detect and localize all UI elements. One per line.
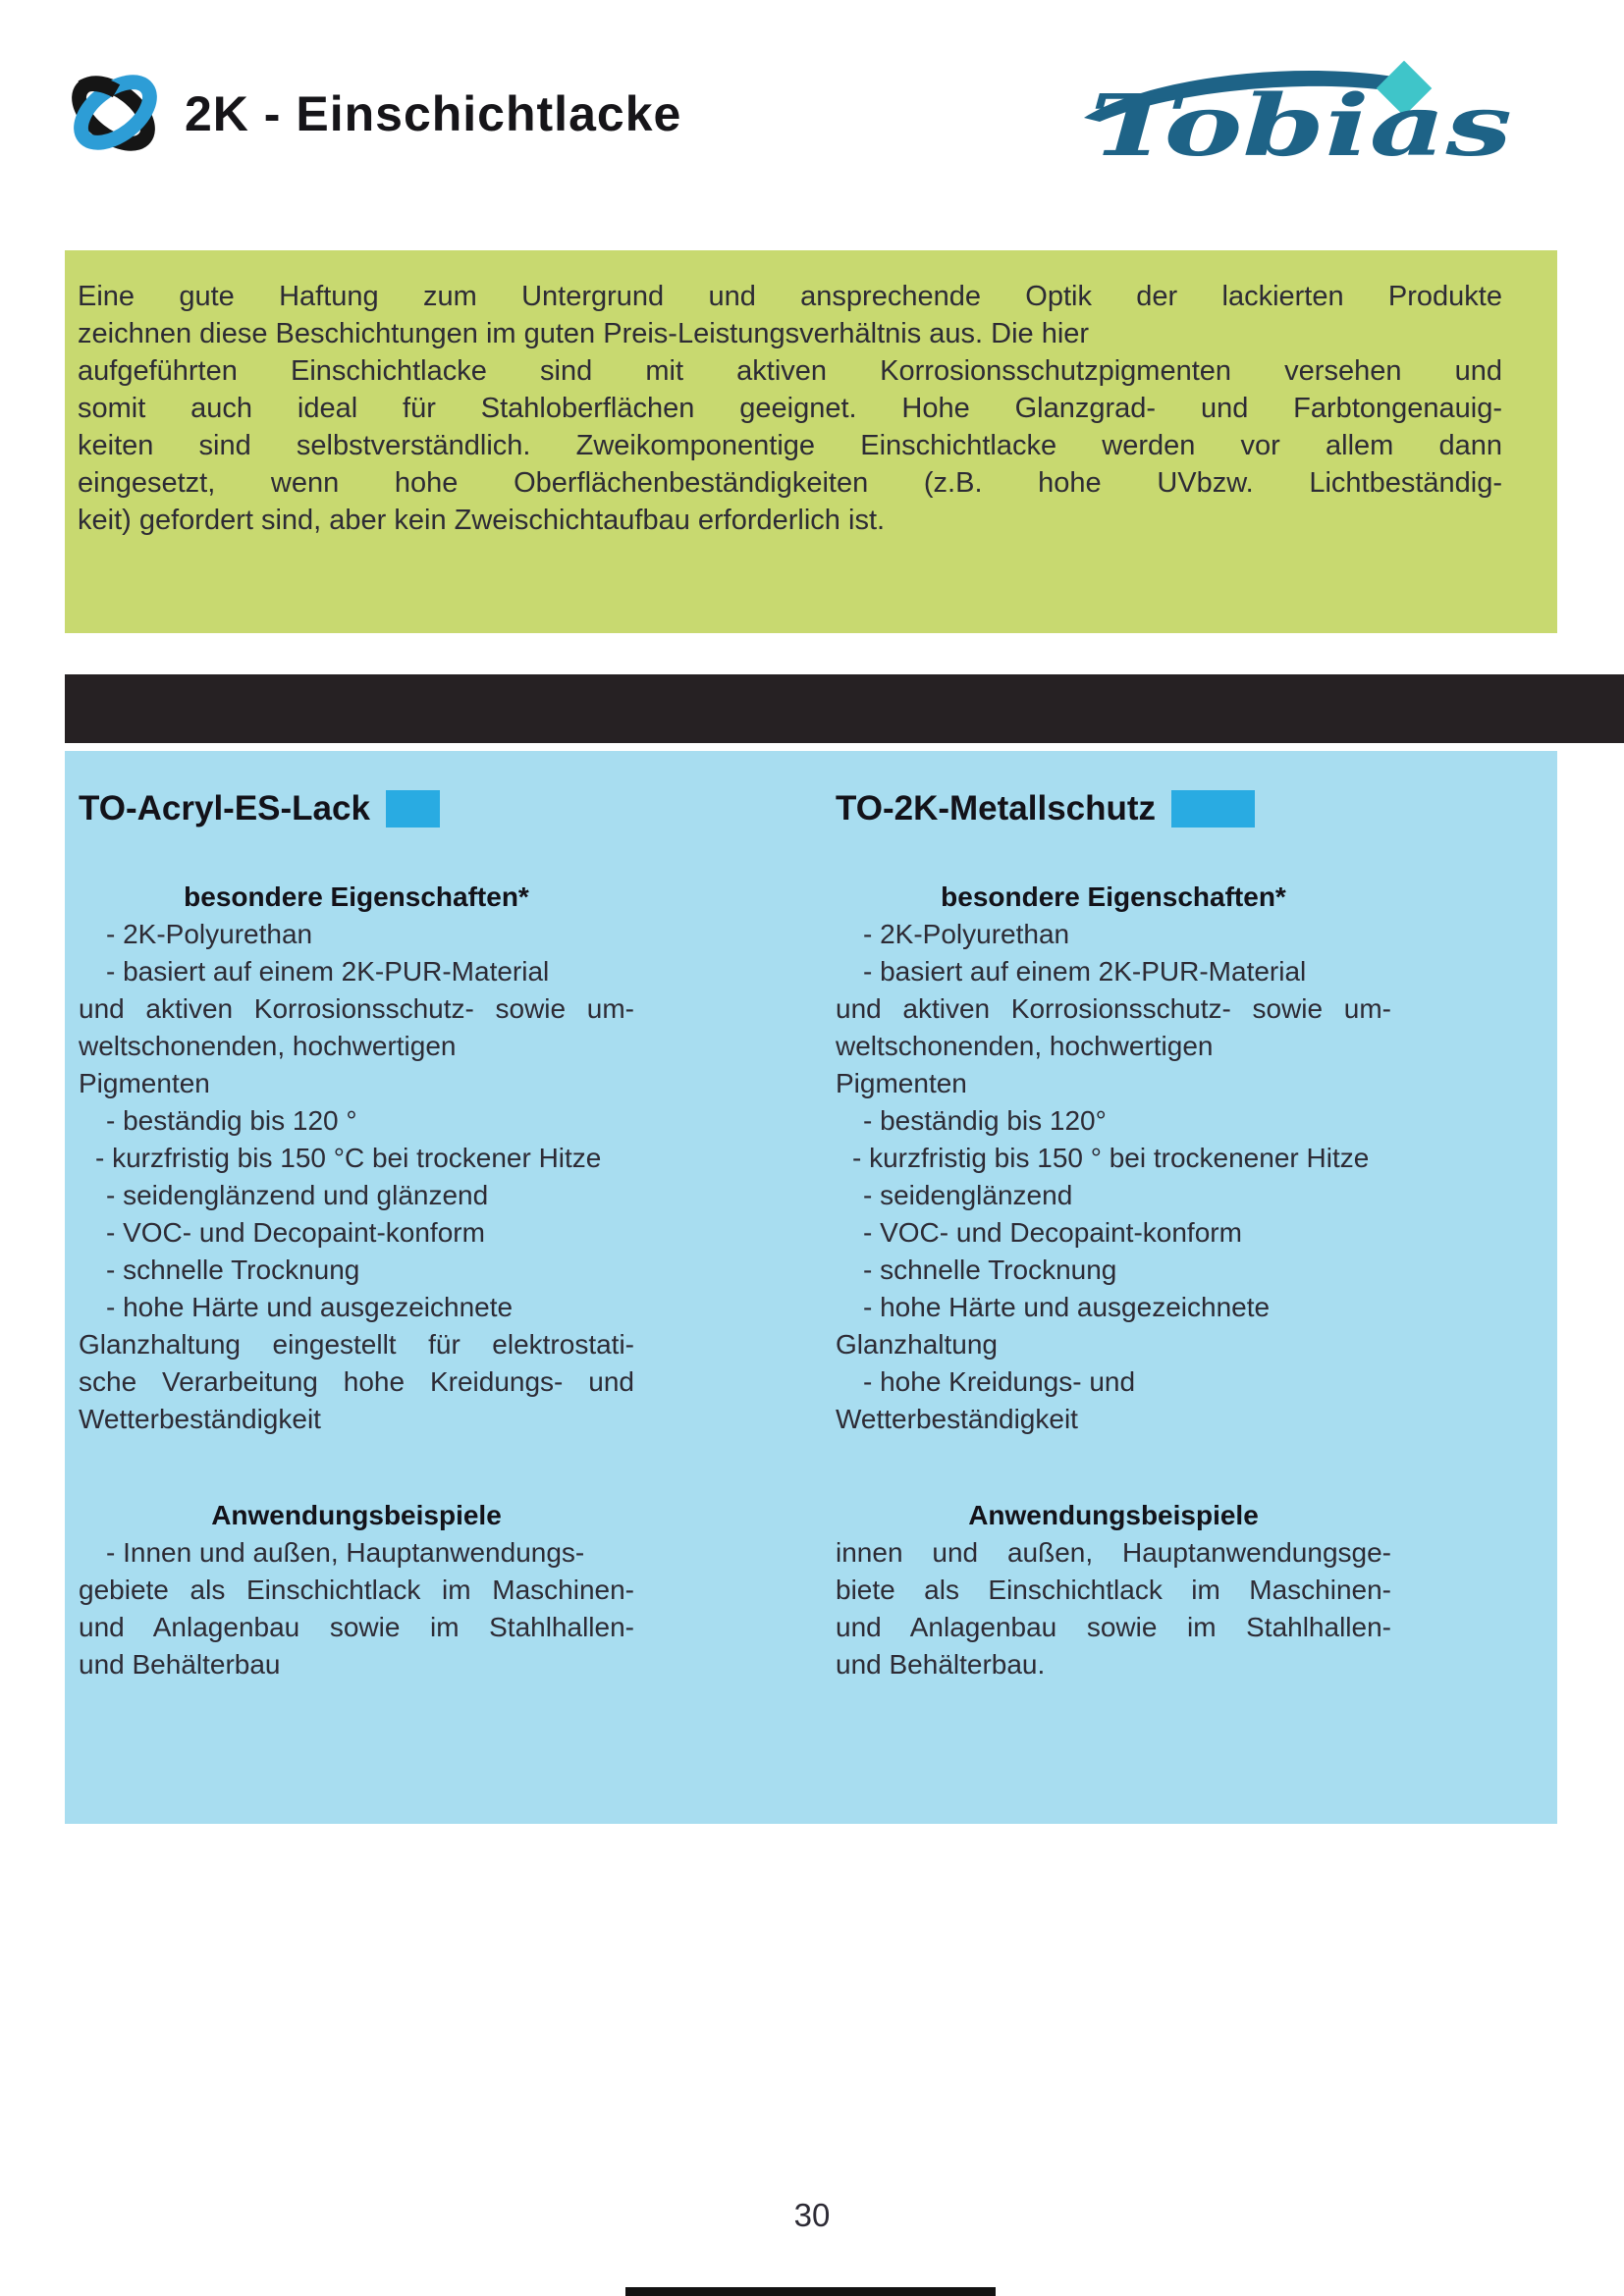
text-line: - schnelle Trocknung [863,1255,1117,1285]
product-column-to-acryl-es-lack [79,786,634,1683]
color-swatch [386,790,440,828]
product-header [836,786,1391,831]
text-line: Pigmenten [836,1068,967,1098]
divider-bar [65,674,1624,743]
text-line: - VOC- und Decopaint-konform [106,1217,485,1248]
bottom-edge-bar [625,2287,996,2296]
text-line: gebiete als Einschichtlack im Maschinen- [79,1575,634,1605]
text-line: - kurzfristig bis 150 °C bei trockener Hitze [95,1143,602,1173]
text-line: - kurzfristig bis 150 ° bei trockenener Hitze [852,1143,1370,1173]
text-line: und aktiven Korrosionsschutz- sowie um- [836,993,1391,1024]
product-title: TO-Acryl-ES-Lack [79,789,370,828]
text-line: - seidenglänzend und glänzend [106,1180,489,1210]
products-panel [65,751,1557,1824]
text-line: aufgeführten Einschichtlacke sind mit aktiven Korrosionsschutzpigmenten versehen und [78,355,1502,387]
text-line: sche Verarbeitung hohe Kreidungs- und [79,1366,634,1397]
product-header [79,786,634,831]
text-line: keit) gefordert sind, aber kein Zweischichtaufbau erforderlich ist. [78,505,886,536]
text-line: Wetterbeständigkeit [79,1404,321,1434]
text-line: weltschonenden, hochwertigen [836,1031,1214,1061]
text-line: innen und außen, Hauptanwendungsge- [836,1537,1391,1568]
text-line: Eine gute Haftung zum Untergrund und ansprechende Optik der lackierten Produkte [78,281,1502,312]
text-line: - basiert auf einem 2K-PUR-Material [106,956,550,987]
product-column-to-2k-metallschutz [836,786,1391,1683]
text-line: und Behälterbau. [836,1649,1046,1680]
text-line: biete als Einschichtlack im Maschinen- [836,1575,1391,1605]
text-line: Glanzhaltung eingestellt für elektrostati- [79,1329,634,1360]
text-line: - hohe Härte und ausgezeichnete [863,1292,1271,1322]
text-line: Glanzhaltung [836,1329,999,1360]
text-line: Wetterbeständigkeit [836,1404,1078,1434]
text-line: besondere Eigenschaften* [184,881,529,912]
product-details [836,879,1391,1683]
page-number: 30 [793,2197,831,2233]
text-line: und aktiven Korrosionsschutz- sowie um- [79,993,634,1024]
color-swatch [1171,790,1255,828]
text-line: - schnelle Trocknung [106,1255,360,1285]
product-details [79,879,634,1683]
text-line: - Innen und außen, Hauptanwendungs- [106,1537,585,1568]
text-line: somit auch ideal für Stahloberflächen geeignet. Hohe Glanzgrad- und Farbtongenauig- [78,393,1502,424]
brand-wordmark: Tobias [1090,77,1512,167]
text-line: weltschonenden, hochwertigen [79,1031,457,1061]
text-line: - hohe Härte und ausgezeichnete [106,1292,514,1322]
text-line: keiten sind selbstverständlich. Zweikomponentige Einschichtlacke werden vor allem dann [78,430,1502,461]
text-line: und Anlagenbau sowie im Stahlhallen- [836,1612,1391,1642]
product-title: TO-2K-Metallschutz [836,789,1157,828]
text-line: - 2K-Polyurethan [106,919,313,949]
text-line: Anwendungsbeispiele [968,1500,1259,1530]
text-line: - VOC- und Decopaint-konform [863,1217,1242,1248]
text-line: und Behälterbau [79,1649,281,1680]
text-line: besondere Eigenschaften* [941,881,1286,912]
text-line [836,1438,1391,1497]
text-line: - hohe Kreidungs- und [863,1366,1136,1397]
tobias-brand-logo [1072,61,1532,167]
company-rings-logo-icon [63,57,165,171]
text-line: - 2K-Polyurethan [863,919,1070,949]
page-title: 2K - Einschichtlacke [185,86,682,141]
header [63,57,681,171]
text-line: - beständig bis 120 ° [106,1105,357,1136]
intro-lines [78,278,1502,539]
text-line: eingesetzt, wenn hohe Oberflächenbeständigkeiten (z.B. hohe UVbzw. Lichtbeständig- [78,467,1502,499]
text-line: Pigmenten [79,1068,210,1098]
text-line [79,1438,634,1497]
text-line: - seidenglänzend [863,1180,1073,1210]
text-line: zeichnen diese Beschichtungen im guten Preis-Leistungsverhältnis aus. Die hier [78,318,1090,349]
text-line: - beständig bis 120° [863,1105,1107,1136]
text-line: Anwendungsbeispiele [211,1500,502,1530]
intro-text-box [65,250,1557,633]
text-line: - basiert auf einem 2K-PUR-Material [863,956,1307,987]
text-line: und Anlagenbau sowie im Stahlhallen- [79,1612,634,1642]
